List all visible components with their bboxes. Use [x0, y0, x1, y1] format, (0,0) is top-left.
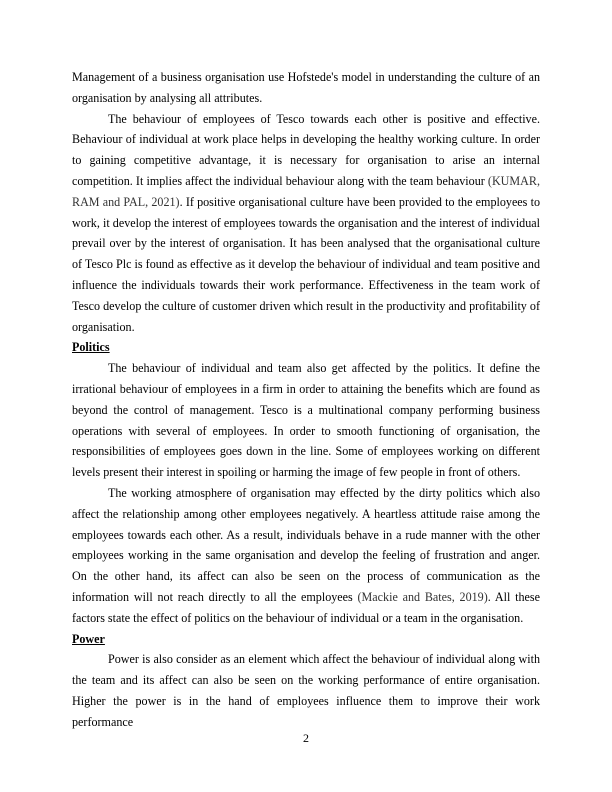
citation-mackie-bates: (Mackie and Bates, 2019) — [357, 589, 488, 604]
paragraph-power: Power is also consider as an element which affect the behaviour of individual along with the team and its affect can also be seen on the working performance of entire organisation. Higher the power is in the hand of employees influence them to improve their work performance — [72, 652, 540, 729]
page-number: 2 — [303, 731, 309, 745]
paragraph-hofstede-intro: Management of a business organisation use Hofstede's model in understanding the culture of an organisation by analysing all attributes. — [72, 70, 540, 105]
paragraph-politics-atmosphere — [72, 483, 540, 629]
citation-kumar-ram-pal: (KUMAR, RAM and PAL, 2021) — [72, 173, 540, 209]
document-body — [72, 67, 540, 733]
paragraph-text: . If positive organisational culture have been provided to the employees to work, it develop the interest of employees towards the organisation and the interest of individual prevail over by the interest of organisation. It has been analysed that the organisational culture of Tesco Plc is found as effective as it develop the behaviour of individual and team positive and influence the individuals towards their work performance. Effectiveness in the team work of Tesco develop the culture of customer driven which result in the productivity and profitability of organisation. — [72, 194, 540, 334]
paragraph-text: . All these factors state the effect of politics on the behaviour of individual or a team in the organisation. — [72, 589, 540, 625]
section-heading-politics: Politics — [72, 340, 110, 355]
paragraph-text: The working atmosphere of organisation may effected by the dirty politics which also affect the relationship among other employees negatively. A heartless attitude raise among the employees towards each other. As a result, individuals behave in a rude manner with the other employees working in the same organisation and develop the feeling of frustration and anger. On the other hand, its affect can also be seen on the process of communication as the information will not reach directly to all the employees — [72, 485, 540, 604]
paragraph-text: The behaviour of employees of Tesco towards each other is positive and effective. Behaviour of individual at work place helps in developing the healthy working culture. In order to gaining competitive advantage, it is necessary for organisation to arise an internal competition. It implies affect the individual behaviour along with the team behaviour — [72, 111, 540, 188]
paragraph-tesco-behaviour — [72, 109, 540, 338]
section-heading-power: Power — [72, 631, 105, 646]
paragraph-politics-behaviour: The behaviour of individual and team also get affected by the politics. It define the irrational behaviour of employees in a firm in order to attaining the benefits which are found as beyond the control of management. Tesco is a multinational company performing business operations with several of employees. In order to smooth functioning of organisation, the responsibilities of employees goes down in the line. Some of employees working on different levels present their interest in spoiling or harming the image of few people in front of others. — [72, 361, 540, 480]
